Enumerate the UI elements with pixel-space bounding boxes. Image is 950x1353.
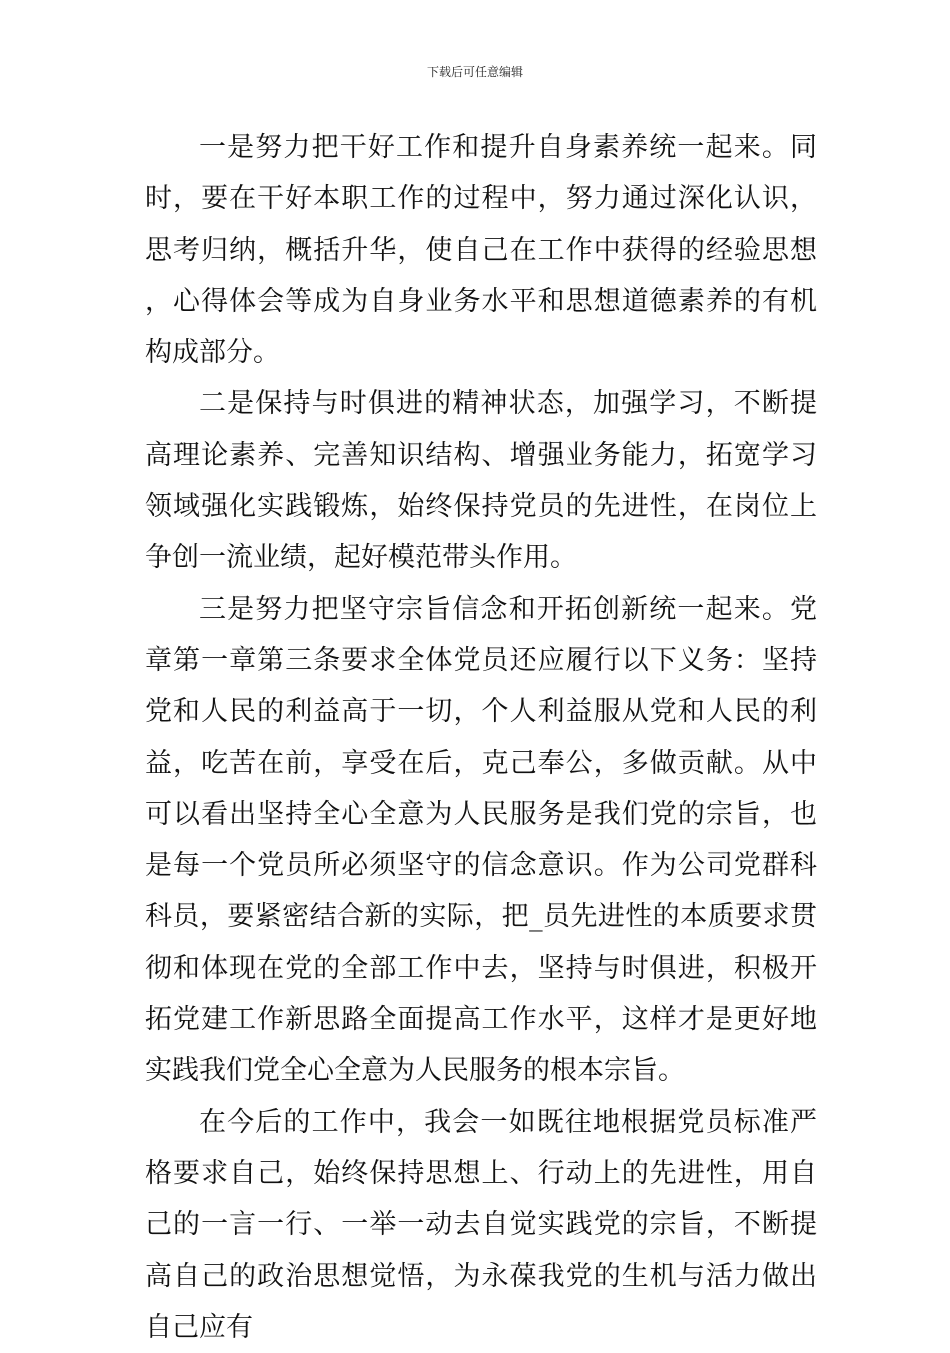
document-body [145, 122, 817, 1353]
paragraph-2: 二是保持与时俱进的精神状态，加强学习，不断提高理论素养、完善知识结构、增强业务能力，拓宽学习领域强化实践锻炼，始终保持党员的先进性，在岗位上争创一流业绩，起好模范带头作用。 [145, 388, 817, 574]
paragraph-1: 一是努力把干好工作和提升自身素养统一起来。同时，要在干好本职工作的过程中，努力通过深化认识，思考归纳，概括升华，使自己在工作中获得的经验思想，心得体会等成为自身业务水平和思想道德素养的有机构成部分。 [145, 132, 817, 369]
page-header: 下载后可任意编辑 [426, 65, 523, 79]
paragraph-4: 在今后的工作中，我会一如既往地根据党员标准严格要求自己，始终保持思想上、行动上的先进性，用自己的一言一行、一举一动去自觉实践党的宗旨，不断提高自己的政治思想觉悟，为永葆我党的生机与活力做出自己应有 [145, 1106, 817, 1343]
paragraph-3: 三是努力把坚守宗旨信念和开拓创新统一起来。党章第一章第三条要求全体党员还应履行以下义务：坚持党和人民的利益高于一切，个人利益服从党和人民的利益，吃苦在前，享受在后，克己奉公，多做贡献。从中可以看出坚持全心全意为人民服务是我们党的宗旨，也是每一个党员所必须坚守的信念意识。作为公司党群科科员，要紧密结合新的实际，把_员先进性的本质要求贯彻和体现在党的全部工作中去，坚持与时俱进，积极开拓党建工作新思路全面提高工作水平，这样才是更好地实践我们党全心全意为人民服务的根本宗旨。 [145, 593, 817, 1087]
